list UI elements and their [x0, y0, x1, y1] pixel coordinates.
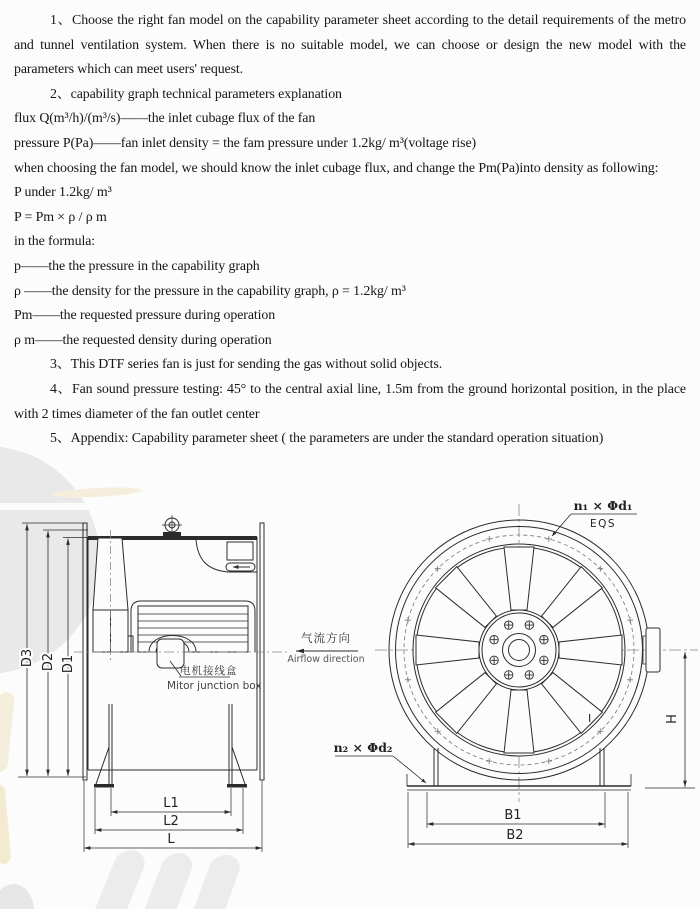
paragraph-3: flux Q(m³/h)/(m³/s)——the inlet cubage flux of the fan [14, 111, 316, 127]
paragraph-14: 4、Fan sound pressure testing: 45° to the central axial line, 1.5m from the ground horizontal position, in the place with 2 times diameter of the fan outlet center [14, 381, 686, 422]
base-holes-label: n₂ × Φd₂ [333, 740, 393, 755]
flange-spec-label: EQS [589, 518, 617, 530]
dim-label-b1: B1 [504, 808, 522, 823]
dim-label-b2: B2 [506, 828, 524, 843]
dim-label-h: H [665, 714, 680, 724]
paragraph-8: in the formula: [14, 234, 96, 250]
dim-label-l1: L1 [163, 796, 179, 811]
airflow-direction-label-cn: 气流方向 [301, 631, 351, 645]
paragraph-2: 2、capability graph technical parameters explanation [50, 86, 342, 102]
dim-label-d3: D3 [20, 648, 35, 668]
paragraph-5: when choosing the fan model, we should know the inlet cubage flux, and change the Pm(Pa)into density as following: [14, 160, 659, 176]
motor-junction-box-label-en: Mitor junction box [167, 680, 262, 692]
paragraph-9: p——the the pressure in the capability graph [14, 258, 260, 274]
paragraph-13: 3、This DTF series fan is just for sending the gas without solid objects. [50, 357, 443, 373]
paragraph-11: Pm——the requested pressure during operation [14, 308, 276, 324]
dim-label-l: L [167, 832, 175, 847]
paragraph-6: P under 1.2kg/ m³ [14, 185, 112, 201]
paragraph-1: 1、Choose the right fan model on the capability parameter sheet according to the detail requirements of the metro and tunnel ventilation system. When there is no suitable model, we can choose or design the new model with the parameters which can meet users' request. [14, 13, 686, 78]
motor-junction-box-label-cn: 电机接线盒 [180, 665, 238, 677]
front-view-drawing [335, 504, 698, 802]
side-view-drawing [74, 515, 288, 788]
document-text [0, 0, 700, 452]
dim-label-d1: D1 [61, 654, 76, 674]
flange-holes-label: n₁ × Φd₁ [573, 498, 633, 513]
paragraph-12: ρ m——the requested density during operation [14, 332, 272, 348]
blade-mark-label: I [588, 712, 592, 725]
paragraph-10: ρ ——the density for the pressure in the capability graph, ρ = 1.2kg/ m³ [14, 283, 406, 299]
paragraph-4: pressure P(Pa)——fan inlet density = the fam pressure under 1.2kg/ m³(voltage rise) [14, 135, 477, 151]
paragraph-7: P = Pm × ρ / ρ m [14, 209, 107, 225]
dim-label-l2: L2 [163, 814, 179, 829]
airflow-direction-label-en: Airflow direction [287, 654, 365, 665]
fan-technical-drawing [0, 490, 700, 909]
paragraph-15: 5、Appendix: Capability parameter sheet ( the parameters are under the standard operation situation) [50, 431, 604, 447]
dim-label-d2: D2 [41, 652, 56, 672]
